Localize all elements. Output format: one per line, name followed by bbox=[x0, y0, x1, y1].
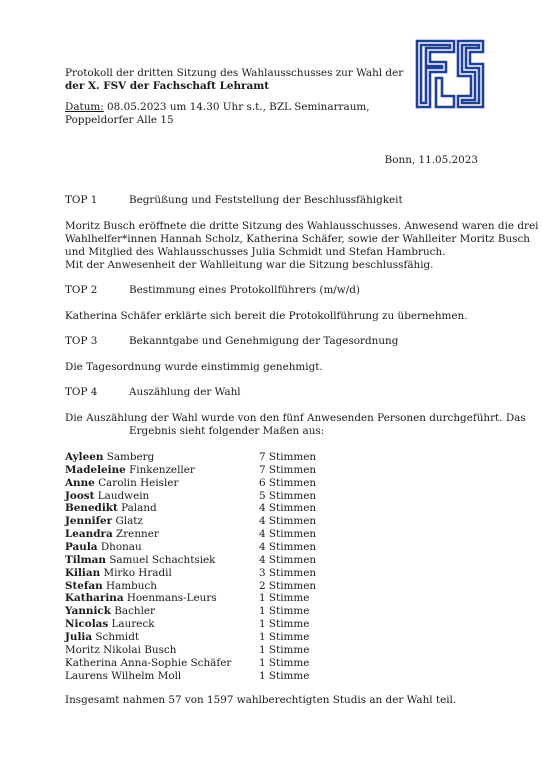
result-row bbox=[65, 554, 365, 567]
candidate-first-name: Stefan bbox=[65, 579, 103, 592]
candidate-name bbox=[65, 644, 176, 657]
candidate-name bbox=[65, 580, 157, 593]
top-3-number: TOP 3 bbox=[65, 335, 98, 347]
candidate-first-name: Anne bbox=[65, 476, 95, 489]
result-row bbox=[65, 567, 365, 580]
vote-count: 4 Stimmen bbox=[259, 502, 317, 515]
candidate-name bbox=[65, 502, 157, 515]
result-row bbox=[65, 644, 365, 657]
candidate-first-name: Leandra bbox=[65, 528, 113, 541]
top-2-title: Bestimmung eines Protokollführers (m/w/d) bbox=[129, 284, 360, 296]
top-1-heading bbox=[65, 194, 485, 207]
candidate-last-name: Zrenner bbox=[112, 528, 159, 541]
top-1-number: TOP 1 bbox=[65, 194, 98, 206]
candidate-last-name: Paland bbox=[117, 502, 157, 515]
vote-count: 3 Stimmen bbox=[259, 566, 317, 579]
candidate-first-name: Ayleen bbox=[65, 451, 104, 463]
top-4-line: Ergebnis sieht folgender Maßen aus: bbox=[129, 425, 325, 437]
result-row bbox=[65, 464, 365, 477]
top-2-number: TOP 2 bbox=[65, 284, 98, 296]
vote-count: 1 Stimme bbox=[259, 618, 310, 631]
candidate-name bbox=[65, 477, 178, 490]
candidate-name bbox=[65, 490, 149, 503]
participation-summary: Insgesamt nahmen 57 von 1597 wahlberechtigten Studis an der Wahl teil. bbox=[65, 694, 457, 706]
candidate-first-name: Paula bbox=[65, 541, 98, 554]
candidate-last-name: Hambuch bbox=[102, 579, 157, 592]
vote-count: 4 Stimmen bbox=[259, 541, 317, 554]
result-row bbox=[65, 515, 365, 528]
vote-count: 4 Stimmen bbox=[259, 553, 317, 566]
top-1-line: Wahlhelfer*innen Hannah Scholz, Katherina Schäfer, sowie der Wahlleiter Moritz Busch bbox=[65, 233, 530, 245]
vote-count: 6 Stimmen bbox=[259, 476, 317, 489]
location: Poppeldorfer Alle 15 bbox=[65, 114, 174, 126]
top-3-line: Die Tagesordnung wurde einstimmig genehmigt. bbox=[65, 361, 323, 373]
result-row bbox=[65, 592, 365, 605]
candidate-first-name: Katherina Anna-Sophie Schäfer bbox=[65, 656, 232, 669]
vote-count: 7 Stimmen bbox=[259, 451, 317, 463]
date-line bbox=[65, 101, 395, 114]
candidate-first-name: Kilian bbox=[65, 566, 101, 579]
candidate-name bbox=[65, 605, 155, 618]
header-line-1: Protokoll der dritten Sitzung des Wahlausschusses zur Wahl der bbox=[65, 67, 404, 79]
vote-count: 1 Stimme bbox=[259, 605, 310, 618]
candidate-last-name: Samberg bbox=[103, 451, 155, 463]
candidate-name bbox=[65, 464, 195, 477]
candidate-name bbox=[65, 567, 172, 580]
candidate-last-name: Laureck bbox=[108, 618, 155, 631]
candidate-first-name: Moritz Nikolai Busch bbox=[65, 643, 177, 656]
vote-count: 7 Stimmen bbox=[259, 463, 317, 476]
top-4-number: TOP 4 bbox=[65, 386, 98, 398]
result-row bbox=[65, 657, 365, 670]
candidate-name bbox=[65, 618, 155, 631]
date-text: 08.05.2023 um 14.30 Uhr s.t., BZL Seminarraum, bbox=[103, 101, 370, 113]
vote-count: 1 Stimme bbox=[259, 643, 310, 656]
top-3-body bbox=[65, 361, 485, 374]
candidate-first-name: Yannick bbox=[65, 605, 111, 618]
top-4-title: Auszählung der Wahl bbox=[129, 386, 241, 398]
candidate-first-name: Laurens Wilhelm Moll bbox=[65, 669, 182, 682]
candidate-last-name: Samuel Schachtsiek bbox=[105, 553, 216, 566]
candidate-last-name: Finkenzeller bbox=[125, 463, 195, 476]
candidate-last-name: Carolin Heisler bbox=[94, 476, 179, 489]
top-2-heading bbox=[65, 284, 485, 297]
candidate-last-name: Mirko Hradil bbox=[100, 566, 172, 579]
top-2-body bbox=[65, 310, 485, 323]
candidate-name bbox=[65, 592, 217, 605]
candidate-first-name: Nicolas bbox=[65, 618, 109, 631]
candidate-name bbox=[65, 451, 154, 464]
result-row bbox=[65, 605, 365, 618]
candidate-first-name: Madeleine bbox=[65, 463, 126, 476]
date-label: Datum: bbox=[65, 101, 104, 113]
place-date: Bonn, 11.05.2023 bbox=[384, 154, 478, 166]
candidate-name bbox=[65, 515, 143, 528]
top-4-body bbox=[65, 412, 526, 438]
candidate-name bbox=[65, 541, 142, 554]
fsl-logo-icon bbox=[414, 38, 486, 110]
candidate-last-name: Dhonau bbox=[97, 541, 142, 554]
header-line-2: der X. FSV der Fachschaft Lehramt bbox=[65, 80, 270, 92]
vote-count: 4 Stimmen bbox=[259, 515, 317, 528]
result-row bbox=[65, 477, 365, 490]
candidate-last-name: Hoenmans-Leurs bbox=[123, 592, 217, 605]
vote-count: 2 Stimmen bbox=[259, 579, 317, 592]
candidate-first-name: Tilman bbox=[65, 553, 106, 566]
candidate-last-name: Schmidt bbox=[92, 631, 140, 644]
top-1-line: und Mitglied des Wahlausschusses Julia Schmidt und Stefan Hambruch. bbox=[65, 246, 446, 258]
result-row bbox=[65, 528, 365, 541]
result-row bbox=[65, 580, 365, 593]
document-header bbox=[65, 67, 404, 127]
top-4-heading bbox=[65, 386, 485, 399]
candidate-name bbox=[65, 528, 159, 541]
result-row bbox=[65, 451, 365, 464]
candidate-name bbox=[65, 631, 139, 644]
candidate-last-name: Laudwein bbox=[94, 489, 150, 502]
result-row bbox=[65, 490, 365, 503]
candidate-first-name: Jennifer bbox=[65, 515, 113, 528]
candidate-first-name: Benedikt bbox=[65, 502, 118, 515]
candidate-last-name: Bachler bbox=[110, 605, 156, 618]
top-3-heading bbox=[65, 335, 485, 348]
candidate-name bbox=[65, 554, 215, 567]
result-row bbox=[65, 670, 365, 683]
results-list bbox=[65, 451, 365, 682]
vote-count: 1 Stimme bbox=[259, 656, 310, 669]
vote-count: 4 Stimmen bbox=[259, 528, 317, 541]
top-1-body bbox=[65, 220, 539, 272]
result-row bbox=[65, 631, 365, 644]
top-1-line: Mit der Anwesenheit der Wahlleitung war die Sitzung beschlussfähig. bbox=[65, 259, 434, 271]
top-1-line: Moritz Busch eröffnete die dritte Sitzung des Wahlausschusses. Anwesend waren die drei bbox=[65, 220, 539, 232]
vote-count: 1 Stimme bbox=[259, 592, 310, 605]
vote-count: 1 Stimme bbox=[259, 669, 310, 682]
candidate-name bbox=[65, 657, 231, 670]
result-row bbox=[65, 618, 365, 631]
top-1-title: Begrüßung und Feststellung der Beschlussfähigkeit bbox=[129, 194, 403, 206]
top-2-line: Katherina Schäfer erklärte sich bereit die Protokollführung zu übernehmen. bbox=[65, 310, 468, 322]
candidate-name bbox=[65, 670, 181, 683]
vote-count: 5 Stimmen bbox=[259, 489, 317, 502]
top-3-title: Bekanntgabe und Genehmigung der Tagesordnung bbox=[129, 335, 399, 347]
result-row bbox=[65, 502, 365, 515]
result-row bbox=[65, 541, 365, 554]
candidate-first-name: Julia bbox=[65, 631, 93, 644]
vote-count: 1 Stimme bbox=[259, 631, 310, 644]
candidate-last-name: Glatz bbox=[112, 515, 143, 528]
candidate-first-name: Joost bbox=[65, 489, 95, 502]
candidate-first-name: Katharina bbox=[65, 592, 124, 605]
top-4-line: Die Auszählung der Wahl wurde von den fünf Anwesenden Personen durchgeführt. Das bbox=[65, 412, 526, 424]
